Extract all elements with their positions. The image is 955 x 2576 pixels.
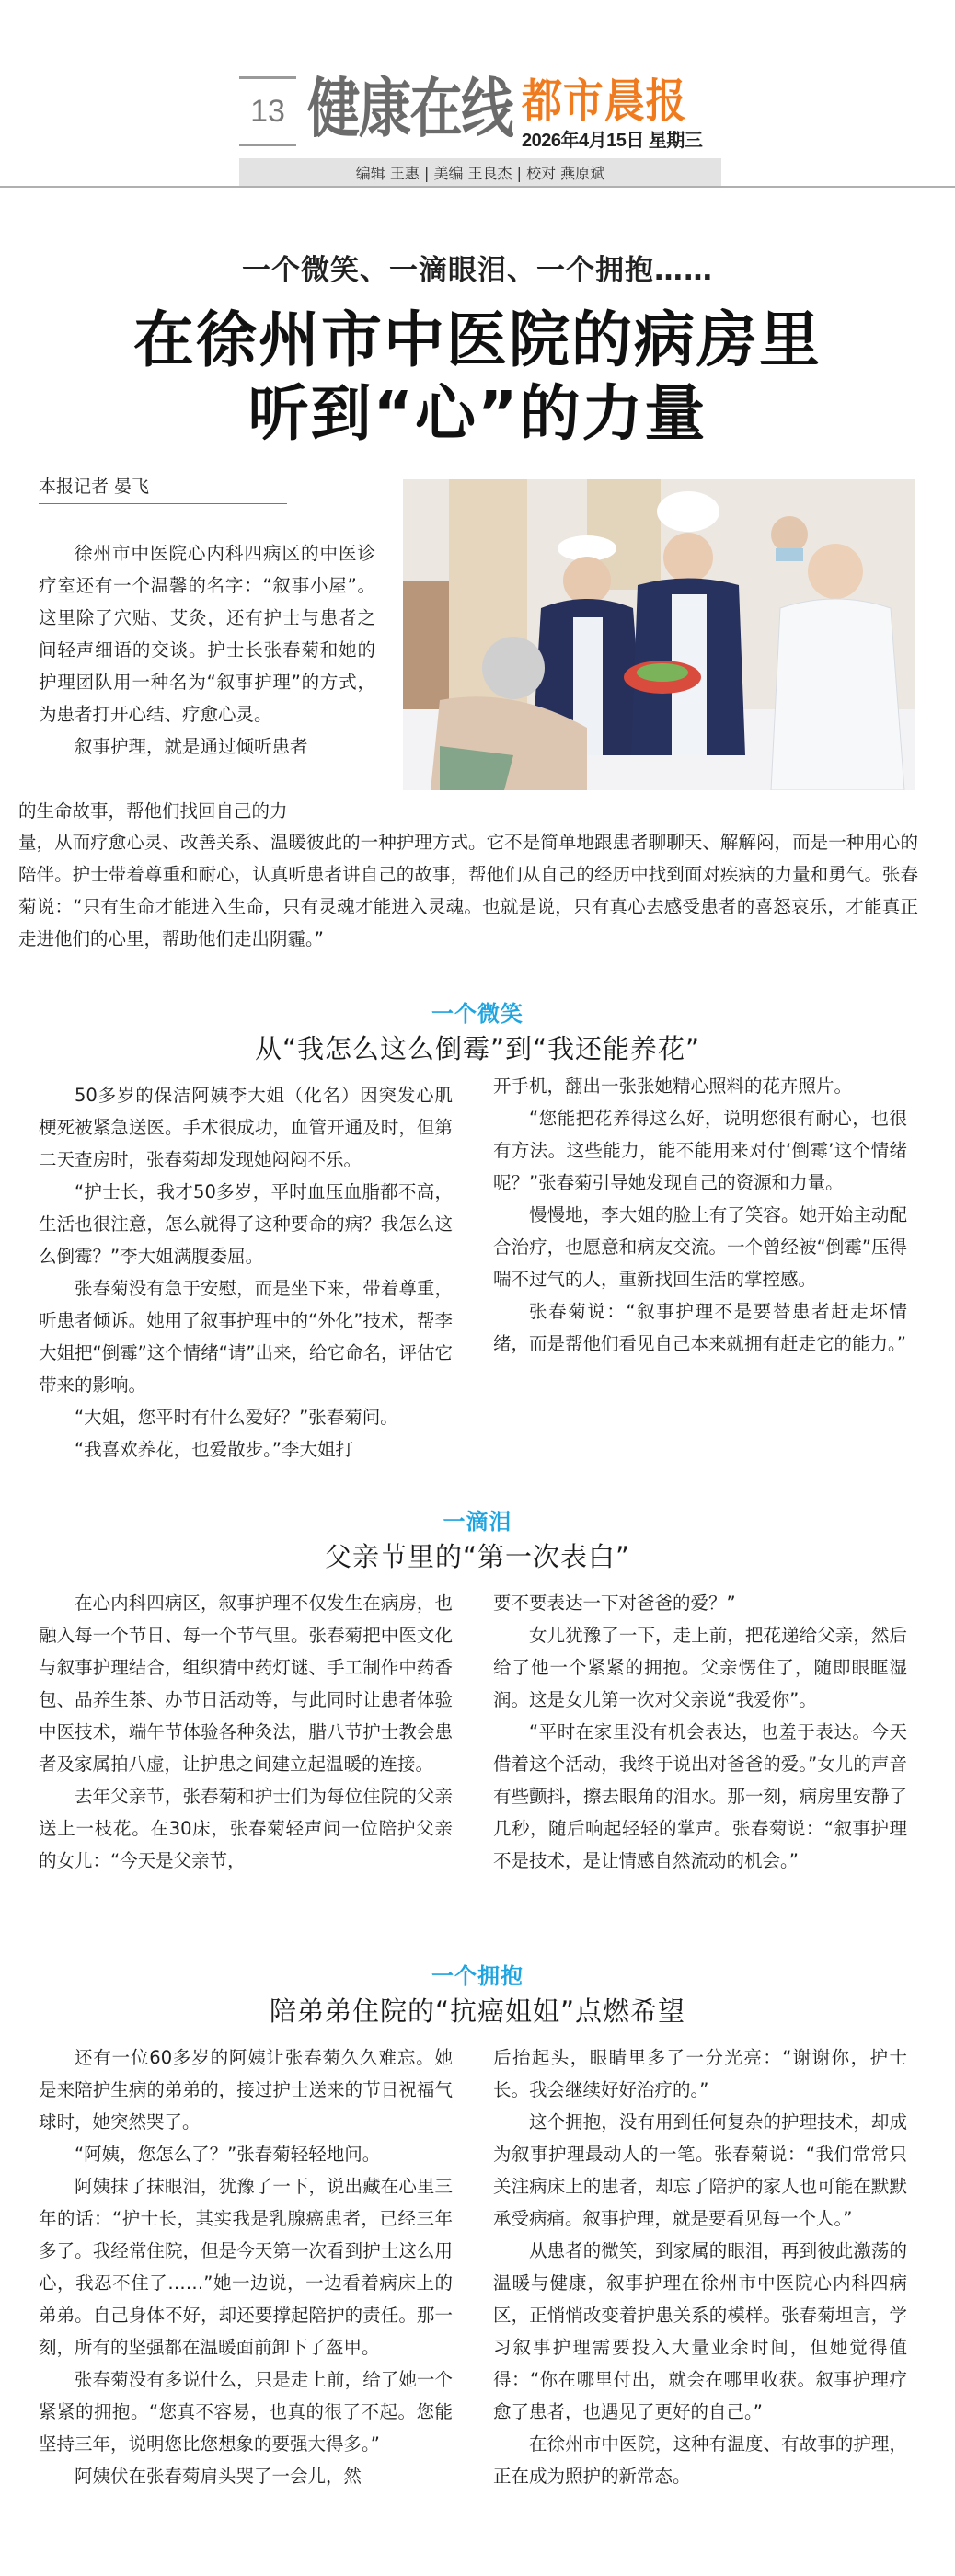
paragraph: 要不要表达一下对爸爸的爱？”: [493, 1593, 736, 1614]
page-number: 13: [250, 93, 285, 129]
paragraph: “护士长，我才50多岁，平时血压血脂都不高，生活也很注意，怎么就得了这种要命的病？我怎么这么倒霉？”李大姐满腹委屈。: [39, 1181, 453, 1267]
paragraph: 开手机，翻出一张张她精心照料的花卉照片。: [493, 1075, 853, 1097]
paragraph: 在徐州市中医院，这种有温度、有故事的护理，正在成为照护的新常态。: [493, 2433, 907, 2487]
intro-paragraph-2-line: [18, 795, 377, 827]
section-2-tag: 一滴泪: [443, 1509, 512, 1535]
kicker: 一个微笑、一滴眼泪、一个拥抱……: [242, 254, 713, 287]
paper-name: 都市晨报: [522, 75, 687, 128]
section-3-title: 陪弟弟住院的“抗癌姐姐”点燃希望: [269, 1995, 686, 2027]
article-photo: [403, 479, 915, 790]
masthead: [0, 0, 955, 193]
nurses-with-patient-image: [403, 479, 915, 790]
section-2-right-column: [493, 1587, 907, 1877]
paragraph: 女儿犹豫了一下，走上前，把花递给父亲，然后给了他一个紧紧的拥抱。父亲愣住了，随即眼眶湿润。这是女儿第一次对父亲说“我爱你”。: [493, 1625, 907, 1710]
paragraph: “平时在家里没有机会表达，也羞于表达。今天借着这个活动，我终于说出对爸爸的爱。”女儿的声音有些颤抖，擦去眼角的泪水。那一刻，病房里安静了几秒，随后响起轻轻的掌声。张春菊说：“叙事护理不是技术，是让情感自然流动的机会。”: [493, 1721, 907, 1871]
paragraph: 还有一位60多岁的阿姨让张春菊久久难忘。她是来陪护生病的弟弟的，接过护士送来的节日祝福气球时，她突然哭了。: [39, 2047, 453, 2133]
paragraph: “我喜欢养花，也爱散步。”李大姐打: [75, 1439, 353, 1460]
section-3-tag: 一个拥抱: [431, 1963, 524, 1989]
headline: [0, 304, 955, 451]
divider: [0, 186, 955, 188]
paragraph: 去年父亲节，张春菊和护士们为每位住院的父亲送上一枝花。在30床，张春菊轻声问一位陪护父亲的女儿：“今天是父亲节，: [39, 1786, 453, 1871]
section-2-title: 父亲节里的“第一次表白”: [324, 1541, 631, 1572]
intro-paragraph-1: [39, 537, 375, 763]
section-2-left-column: [39, 1587, 453, 1877]
section-1-right-column: [493, 1070, 907, 1360]
paragraph: 这个拥抱，没有用到任何复杂的护理技术，却成为叙事护理最动人的一笔。张春菊说：“我们常常只关注病床上的患者，却忘了陪护的家人也可能在默默承受病痛。叙事护理，就是要看见每一个人。”: [493, 2111, 907, 2229]
intro-text-2-rest: 量，从而疗愈心灵、改善关系、温暖彼此的一种护理方式。它不是简单地跟患者聊聊天、解解闷，而是一种用心的陪伴。护士带着尊重和耐心，认真听患者讲自己的故事，帮他们从自己的经历中找到面对疾病的力量和勇气。张春菊说：“只有生命才能进入生命，只有灵魂才能进入灵魂。也就是说，只有真心去感受患者的喜怒哀乐，才能真正走进他们的心里，帮助他们走出阴霾。”: [18, 832, 918, 949]
section-3-left-column: [39, 2041, 453, 2492]
intro-text-2-line: 的生命故事，帮他们找回自己的力: [18, 800, 288, 822]
intro-text-2-start: 叙事护理，就是通过倾听患者: [75, 736, 308, 757]
headline-line-1: 在徐州市中医院的病房里: [133, 305, 822, 375]
paragraph: 从患者的微笑，到家属的眼泪，再到彼此激荡的温暖与健康，叙事护理在徐州市中医院心内科四病区，正悄悄改变着护患关系的模样。张春菊坦言，学习叙事护理需要投入大量业余时间，但她觉得值得：“你在哪里付出，就会在哪里收获。叙事护理疗愈了患者，也遇见了更好的自己。”: [493, 2240, 907, 2422]
paragraph: “大姐，您平时有什么爱好？”张春菊问。: [75, 1407, 398, 1428]
issue-date: 2026年4月15日 星期三: [522, 131, 703, 151]
byline: 本报记者 晏飞: [39, 473, 287, 504]
paragraph: 在心内科四病区，叙事护理不仅发生在病房，也融入每一个节日、每一个节气里。张春菊把中医文化与叙事护理结合，组织猜中药灯谜、手工制作中药香包、品养生茶、办节日活动等，与此同时让患者体验中医技术，端午节体验各种灸法，腊八节护士教会患者及家属拍八虚，让护患之间建立起温暖的连接。: [39, 1593, 453, 1775]
credits-text: 编辑 王惠 | 美编 王良杰 | 校对 燕原斌: [355, 164, 605, 182]
page-number-box: [239, 76, 296, 146]
section-1-left-column: [39, 1079, 453, 1466]
paragraph: 张春菊说：“叙事护理不是要替患者赶走坏情绪，而是帮他们看见自己本来就拥有赶走它的能力。”: [493, 1301, 907, 1354]
paragraph: 阿姨抹了抹眼泪，犹豫了一下，说出藏在心里三年的话：“护士长，其实我是乳腺癌患者，已经三年多了。我经常住院，但是今天第一次看到护士这么用心，我忍不住了……”她一边说，一边看着病床上的弟弟。自己身体不好，却还要撑起陪护的责任。那一刻，所有的坚强都在温暖面前卸下了盔甲。: [39, 2176, 453, 2358]
paragraph: 阿姨伏在张春菊肩头哭了一会儿，然: [75, 2466, 362, 2487]
paragraph: “阿姨，您怎么了？”张春菊轻轻地问。: [75, 2144, 381, 2165]
section-name: 健康在线: [307, 71, 513, 146]
paragraph: 后抬起头，眼睛里多了一分光亮：“谢谢你，护士长。我会继续好好治疗的。”: [493, 2047, 907, 2100]
section-1-tag: 一个微笑: [431, 1001, 524, 1027]
intro-paragraph-2: [18, 826, 918, 955]
credits-bar: [239, 158, 721, 186]
paragraph: 50多岁的保洁阿姨李大姐（化名）因突发心肌梗死被紧急送医。手术很成功，血管开通及时，但第二天查房时，张春菊却发现她闷闷不乐。: [39, 1085, 453, 1170]
paragraph: “您能把花养得这么好，说明您很有耐心，也很有方法。这些能力，能不能用来对付‘倒霉’这个情绪呢？”张春菊引导她发现自己的资源和力量。: [493, 1108, 907, 1193]
paragraph: 慢慢地，李大姐的脸上有了笑容。她开始主动配合治疗，也愿意和病友交流。一个曾经被“倒霉”压得喘不过气的人，重新找回生活的掌控感。: [493, 1204, 907, 1290]
section-1-title: 从“我怎么这么倒霉”到“我还能养花”: [254, 1033, 701, 1064]
paragraph: 张春菊没有多说什么，只是走上前，给了她一个紧紧的拥抱。“您真不容易，也真的很了不起。您能坚持三年，说明您比您想象的要强大得多。”: [39, 2369, 453, 2455]
headline-line-2: 听到“心”的力量: [247, 378, 708, 449]
paragraph: 张春菊没有急于安慰，而是坐下来，带着尊重，听患者倾诉。她用了叙事护理中的“外化”技术，帮李大姐把“倒霉”这个情绪“请”出来，给它命名，评估它带来的影响。: [39, 1278, 453, 1396]
section-3-right-column: [493, 2041, 907, 2492]
intro-text-1: 徐州市中医院心内科四病区的中医诊疗室还有一个温馨的名字：“叙事小屋”。这里除了穴贴、艾灸，还有护士与患者之间轻声细语的交谈。护士长张春菊和她的护理团队用一种名为“叙事护理”的方式，为患者打开心结、疗愈心灵。: [39, 543, 375, 725]
